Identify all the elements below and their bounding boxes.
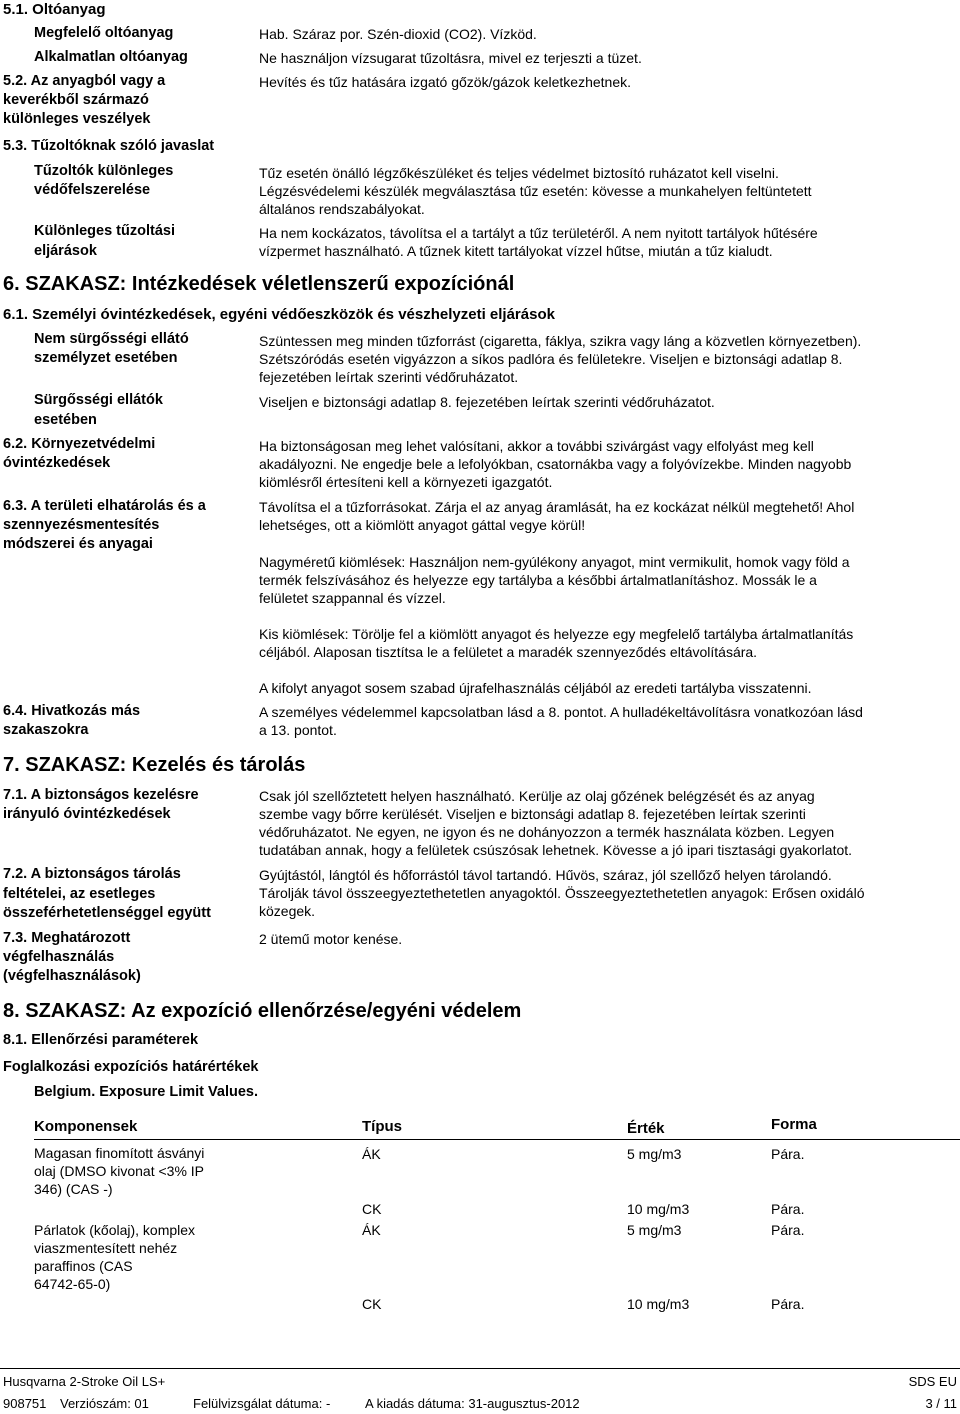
handling-text-line2: szembe vagy bőrre kerülését. Viseljen e biztonsági adatlap 8. fejezetében leírtak szerinti bbox=[259, 806, 806, 822]
component-2-line4: 64742-65-0) bbox=[34, 1276, 111, 1292]
containment-b-line2: termék felszívásához és helyezze egy tartályba a későbbi ártalmatlanításhoz. Mossák le a bbox=[259, 572, 817, 588]
containment-b-line3: felületet szappannal és vízzel. bbox=[259, 590, 446, 606]
ppe-label-line2: védőfelszerelése bbox=[34, 182, 151, 198]
table-row-4-type: CK bbox=[362, 1296, 382, 1312]
country-heading: Belgium. Exposure Limit Values. bbox=[34, 1084, 259, 1100]
env-precautions-line2: akadályozni. Ne engedje bele a lefolyókban, csatornákba vagy a folyóvízekbe. Minden nagyobb bbox=[259, 456, 852, 472]
heading-6-2-line1: 6.2. Környezetvédelmi bbox=[3, 436, 156, 452]
env-precautions-line1: Ha biztonságosan meg lehet valósítani, akkor a további szivárgást vagy elfolyást meg kell bbox=[259, 438, 814, 454]
special-hazards-text: Hevítés és tűz hatására izgató gőzök/gázok keletkezhetnek. bbox=[259, 74, 631, 90]
component-1-line3: 346) (CAS -) bbox=[34, 1181, 113, 1197]
handling-text-line1: Csak jól szellőztetett helyen használható. Kerülje az olaj gőzének belégzését és az anyag bbox=[259, 788, 815, 804]
heading-5-1: 5.1. Oltóanyag bbox=[3, 1, 106, 18]
heading-7-2-line2: feltételei, az esetleges bbox=[3, 886, 156, 902]
env-precautions-line3: kiömlésről értesíteni kell a környezeti igazgatót. bbox=[259, 474, 553, 490]
unsuitable-media-label: Alkalmatlan oltóanyag bbox=[34, 49, 188, 65]
footer-version: Verziószám: 01 bbox=[60, 1396, 149, 1411]
ppe-label-line1: Tűzoltók különleges bbox=[34, 163, 174, 179]
component-1-line1: Magasan finomított ásványi bbox=[34, 1145, 205, 1161]
section-8-title: 8. SZAKASZ: Az expozíció ellenőrzése/egyéni védelem bbox=[3, 1000, 522, 1022]
storage-text-line2: Tárolják távol összeegyeztethetetlen anyagoktól. Összeegyeztethetetlen anyagok: Erősen oxidáló bbox=[259, 885, 865, 901]
table-header-value: Érték bbox=[627, 1120, 665, 1137]
heading-6-4-line2: szakaszokra bbox=[3, 722, 89, 738]
table-header-rule bbox=[34, 1139, 960, 1140]
procedures-text-line2: vízpermet használható. A tűznek kitett tartályokat vízzel hűtse, miután a tűz kialudt. bbox=[259, 243, 773, 259]
non-emergency-text-line2: Szétszóródás esetén vigyázzon a síkos padlóra és felületekre. Viseljen e biztonsági adatlap 8. bbox=[259, 351, 843, 367]
heading-6-1: 6.1. Személyi óvintézkedések, egyéni védőeszközök és vészhelyzeti eljárások bbox=[3, 306, 555, 323]
component-1-line2: olaj (DMSO kivonat <3% IP bbox=[34, 1163, 205, 1179]
table-row-1-form: Pára. bbox=[771, 1146, 805, 1162]
footer-product: Husqvarna 2-Stroke Oil LS+ bbox=[3, 1374, 166, 1389]
table-row-1-type: ÁK bbox=[362, 1146, 381, 1162]
table-row-2-type: CK bbox=[362, 1201, 382, 1217]
heading-7-1-line1: 7.1. A biztonságos kezelésre bbox=[3, 787, 199, 803]
end-use-text: 2 ütemű motor kenése. bbox=[259, 931, 403, 947]
emergency-label-line2: esetében bbox=[34, 412, 97, 428]
storage-text-line1: Gyújtástól, lángtól és hőforrástól távol tartandó. Hűvös, száraz, jól szellőző helyen tárolandó. bbox=[259, 867, 832, 883]
footer-revision: Felülvizsgálat dátuma: - bbox=[193, 1396, 331, 1411]
footer-rule bbox=[0, 1368, 960, 1369]
heading-7-2-line3: összeférhetetlenséggel együtt bbox=[3, 905, 211, 921]
suitable-media-label: Megfelelő oltóanyag bbox=[34, 25, 174, 41]
emergency-label-line1: Sürgősségi ellátók bbox=[34, 392, 163, 408]
heading-7-1-line2: irányuló óvintézkedések bbox=[3, 806, 171, 822]
ppe-text-line3: általános rendszabályokat. bbox=[259, 201, 425, 217]
handling-text-line3: védőruházatot. Ne egyen, ne igyon és ne dohányozzon a termék használata közben. Legyen bbox=[259, 824, 835, 840]
component-2-line2: viaszmentesített nehéz bbox=[34, 1240, 178, 1256]
section-7-title: 7. SZAKASZ: Kezelés és tárolás bbox=[3, 754, 306, 776]
non-emergency-text-line1: Szüntessen meg minden tűzforrást (cigaretta, fáklya, szikra vagy láng a közvetlen környezetben). bbox=[259, 333, 862, 349]
containment-a-line1: Távolítsa el a tűzforrásokat. Zárja el az anyag áramlását, ha ez kockázat nélkül megtehető! Ahol bbox=[259, 499, 855, 515]
non-emergency-text-line3: fejezetében leírtak szerinti védőruházatot. bbox=[259, 369, 519, 385]
footer-page-number: 3 / 11 bbox=[925, 1396, 957, 1411]
heading-8-1: 8.1. Ellenőrzési paraméterek bbox=[3, 1032, 199, 1048]
heading-5-2-line1: 5.2. Az anyagból vagy a bbox=[3, 73, 166, 89]
procedures-label-line1: Különleges tűzoltási bbox=[34, 223, 175, 239]
table-row-4-value: 10 mg/m3 bbox=[627, 1296, 690, 1312]
heading-6-2-line2: óvintézkedések bbox=[3, 455, 111, 471]
heading-7-3-line1: 7.3. Meghatározott bbox=[3, 930, 131, 946]
reference-text-line2: a 13. pontot. bbox=[259, 722, 337, 738]
containment-b-line1: Nagyméretű kiömlések: Használjon nem-gyúlékony anyagot, mint vermikulit, homok vagy föld a bbox=[259, 554, 850, 570]
footer-issue-date: A kiadás dátuma: 31-augusztus-2012 bbox=[365, 1396, 580, 1411]
table-row-3-value: 5 mg/m3 bbox=[627, 1222, 682, 1238]
oel-heading: Foglalkozási expozíciós határértékek bbox=[3, 1059, 259, 1075]
suitable-media-text: Hab. Száraz por. Szén-dioxid (CO2). Vízköd. bbox=[259, 26, 537, 42]
footer-code: 908751 bbox=[3, 1396, 47, 1411]
heading-6-3-line3: módszerei és anyagai bbox=[3, 536, 153, 552]
storage-text-line3: közegek. bbox=[259, 903, 316, 919]
heading-7-2-line1: 7.2. A biztonságos tárolás bbox=[3, 866, 181, 882]
footer-doc-type: SDS EU bbox=[908, 1374, 957, 1389]
containment-c-line2: céljából. Alaposan tisztítsa le a felületet a maradék szennyeződés eltávolítására. bbox=[259, 644, 758, 660]
heading-6-4-line1: 6.4. Hivatkozás más bbox=[3, 703, 141, 719]
heading-5-2-line3: különleges veszélyek bbox=[3, 111, 151, 127]
heading-5-2-line2: keverékből származó bbox=[3, 92, 149, 108]
table-row-3-type: ÁK bbox=[362, 1222, 381, 1238]
heading-7-3-line3: (végfelhasználások) bbox=[3, 968, 141, 984]
handling-text-line4: tudatában annak, hogy a felületek csúszósak lehetnek. Kövesse a jó ipari tisztasági gyakorlatot. bbox=[259, 842, 853, 858]
emergency-text: Viseljen e biztonsági adatlap 8. fejezetében leírtak szerinti védőruházatot. bbox=[259, 394, 715, 410]
ppe-text-line2: Légzésvédelemi készülék megválasztása tűz esetén: kövesse a munkahelyen feltüntetett bbox=[259, 183, 812, 199]
containment-c-line1: Kis kiömlések: Törölje fel a kiömlött anyagot és helyezze egy megfelelő tartályba ártalmatlanítás bbox=[259, 626, 854, 642]
non-emergency-label-line1: Nem sürgősségi ellátó bbox=[34, 331, 189, 347]
heading-6-3-line2: szennyezésmentesítés bbox=[3, 517, 160, 533]
component-2-line3: paraffinos (CAS bbox=[34, 1258, 133, 1274]
heading-6-3-line1: 6.3. A területi elhatárolás és a bbox=[3, 498, 206, 514]
table-header-form: Forma bbox=[771, 1116, 817, 1133]
table-row-2-form: Pára. bbox=[771, 1201, 805, 1217]
heading-7-3-line2: végfelhasználás bbox=[3, 949, 115, 965]
containment-d-line1: A kifolyt anyagot sosem szabad újrafelhasználás céljából az eredeti tartályba visszatenni. bbox=[259, 680, 812, 696]
section-6-title: 6. SZAKASZ: Intézkedések véletlenszerű expozíciónál bbox=[3, 273, 515, 295]
ppe-text-line1: Tűz esetén önálló légzőkészüléket és teljes védelmet biztosító ruházatot kell viselni. bbox=[259, 165, 779, 181]
table-row-1-value: 5 mg/m3 bbox=[627, 1146, 682, 1162]
table-row-3-form: Pára. bbox=[771, 1222, 805, 1238]
non-emergency-label-line2: személyzet esetében bbox=[34, 350, 178, 366]
reference-text-line1: A személyes védelemmel kapcsolatban lásd a 8. pontot. A hulladékeltávolításra vonatkozóan lásd bbox=[259, 704, 863, 720]
heading-5-3: 5.3. Tűzoltóknak szóló javaslat bbox=[3, 138, 215, 154]
procedures-label-line2: eljárások bbox=[34, 243, 97, 259]
table-header-type: Típus bbox=[362, 1118, 402, 1135]
procedures-text-line1: Ha nem kockázatos, távolítsa el a tartályt a tűz területéről. A nem nyitott tartályok hűtésére bbox=[259, 225, 818, 241]
component-2-line1: Párlatok (kőolaj), komplex bbox=[34, 1222, 196, 1238]
containment-a-line2: lehetséges, ott a kiömlött anyagot gáttal vegye körül! bbox=[259, 517, 586, 533]
table-row-4-form: Pára. bbox=[771, 1296, 805, 1312]
table-header-components: Komponensek bbox=[34, 1118, 138, 1135]
table-row-2-value: 10 mg/m3 bbox=[627, 1201, 690, 1217]
unsuitable-media-text: Ne használjon vízsugarat tűzoltásra, mivel ez terjeszti a tüzet. bbox=[259, 50, 642, 66]
